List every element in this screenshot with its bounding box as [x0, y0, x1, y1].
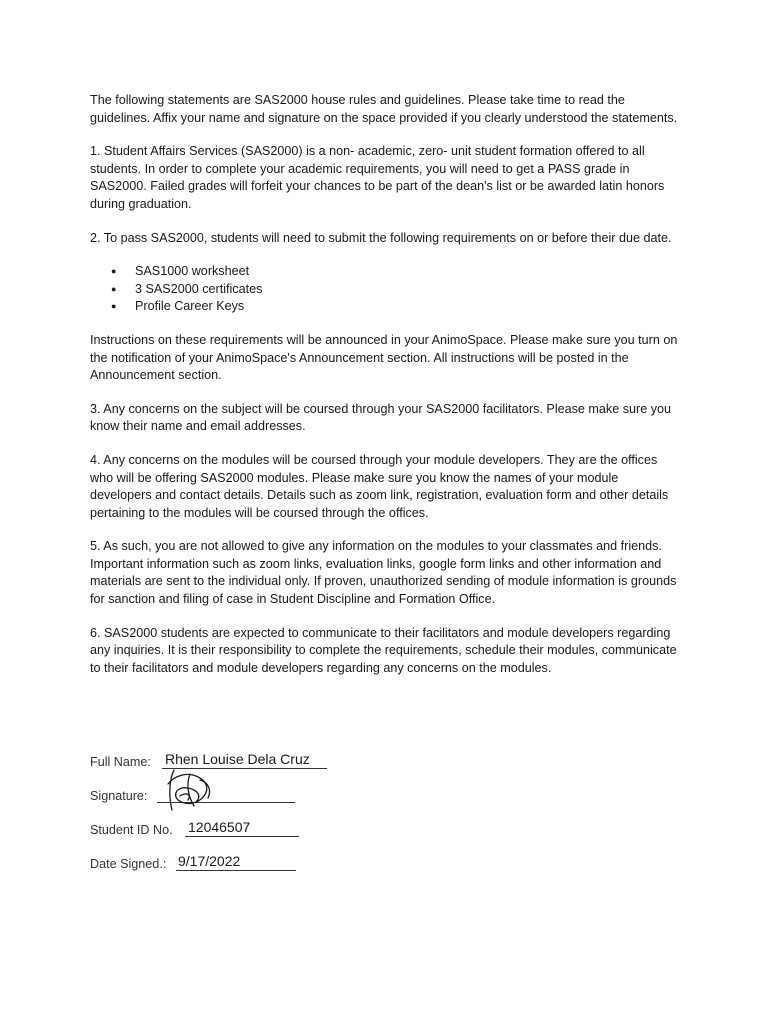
rule-3-paragraph: 3. Any concerns on the subject will be coursed through your SAS2000 facilitators. Please make sure you know their name and email addresses. [90, 401, 672, 434]
list-item: ● Profile Career Keys [90, 298, 680, 316]
rule-1-paragraph: 1. Student Affairs Services (SAS2000) is a non- academic, zero- unit student formation offered to all students. In order to complete your academic requirements, you will need to get a PASS grade in SAS2000. Failed grades will forfeit your chances to be part of the dean's list or be awarded latin honors during graduation. [90, 144, 665, 211]
student-id-label: Student ID No. [90, 823, 173, 837]
date-signed-row [90, 852, 490, 886]
document-body [90, 92, 680, 693]
instructions-paragraph: Instructions on these requirements will be announced in your AnimoSpace. Please make sure you turn on the notification of your AnimoSpace's Announcement section. All instructions will be posted in the Announcement section. [90, 332, 678, 383]
rule-6-paragraph: 6. SAS2000 students are expected to communicate to their facilitators and module developers regarding any inquiries. It is their responsibility to complete the requirements, schedule their modules, communicate to their facilitators and module developers regarding any concerns on the modules. [90, 625, 677, 675]
signature-label: Signature: [90, 789, 148, 803]
rule-5-paragraph: 5. As such, you are not allowed to give any information on the modules to your classmates and friends. Important information such as zoom links, evaluation links, google form links and other information and materials are sent to the individual only. If proven, unauthorized sending of module information is grounds for sanction and filing of case in Student Discipline and Formation Office. [90, 539, 677, 607]
signature-row [90, 784, 490, 818]
date-signed-label: Date Signed.: [90, 857, 167, 871]
list-item: ● SAS1000 worksheet [90, 263, 680, 281]
student-id-field[interactable]: 12046507 [185, 818, 299, 837]
full-name-row [90, 750, 490, 784]
list-item: ● 3 SAS2000 certificates [90, 281, 680, 299]
rule-2-paragraph: 2. To pass SAS2000, students will need to submit the following requirements on or before their due date. [90, 230, 672, 245]
full-name-field[interactable]: Rhen Louise Dela Cruz [162, 750, 327, 769]
handwritten-signature [160, 766, 224, 816]
date-signed-field[interactable]: 9/17/2022 [176, 852, 296, 871]
full-name-label: Full Name: [90, 755, 151, 769]
intro-paragraph: The following statements are SAS2000 house rules and guidelines. Please take time to read the guidelines. Affix your name and signature on the space provided if you clearly understood the statements. [90, 93, 678, 125]
student-id-row [90, 818, 490, 852]
rule-4-paragraph: 4. Any concerns on the modules will be coursed through your module developers. They are the offices who will be offering SAS2000 modules. Please make sure you know the names of your module developers and contact details. Details such as zoom link, registration, evaluation form and other details pertaining to the modules will be coursed through the offices. [90, 452, 669, 520]
requirements-list [90, 263, 680, 316]
signature-form [90, 750, 490, 886]
